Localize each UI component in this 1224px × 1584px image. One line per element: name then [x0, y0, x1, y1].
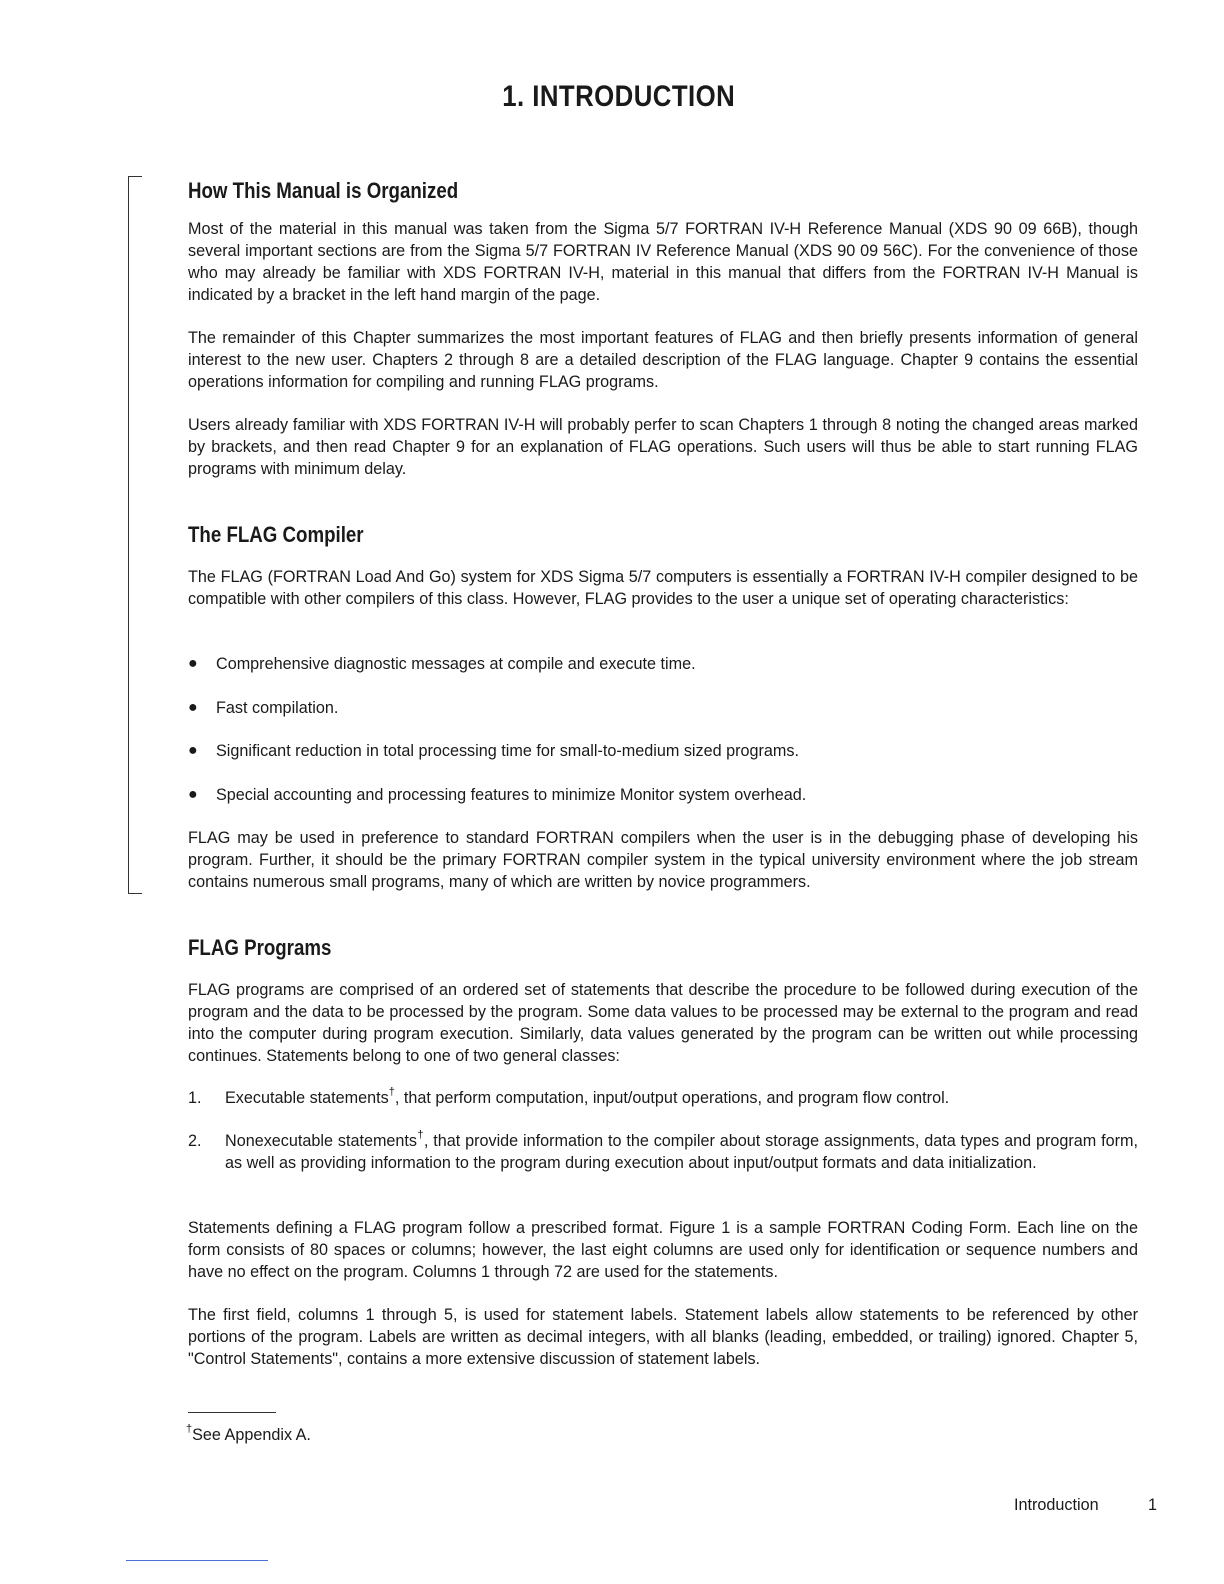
bullet-icon: ● — [188, 742, 198, 759]
paragraph: The first field, columns 1 through 5, is used for statement labels. Statement labels allow statements to be referenced by other portions of the program. Labels are written as decimal integers, with all blanks (leading, embedded, or trailing) ignored. Chapter 5, "Control Statements", contains a more extensive discussion of statement labels. — [188, 1306, 1138, 1368]
section-heading-organization: How This Manual is Organized — [188, 178, 459, 203]
footer-section-label: Introduction — [1014, 1496, 1099, 1514]
list-item-text: Special accounting and processing features to minimize Monitor system overhead. — [216, 786, 807, 804]
footnote-text: See Appendix A. — [192, 1426, 311, 1444]
paragraph: The FLAG (FORTRAN Load And Go) system for XDS Sigma 5/7 computers is essentially a FORTRAN IV-H compiler designed to be compatible with other compilers of this class. However, FLAG provides to the user a unique set of operating characteristics: — [188, 568, 1138, 608]
paragraph: FLAG may be used in preference to standard FORTRAN compilers when the user is in the debugging phase of developing his program. Further, it should be the primary FORTRAN compiler system in the typical university environment where the job stream contains numerous small programs, many of which are written by novice programmers. — [188, 829, 1138, 891]
paragraph: Users already familiar with XDS FORTRAN IV-H will probably perfer to scan Chapters 1 through 8 noting the changed areas marked by brackets, and then read Chapter 9 for an explanation of FLAG operations. Such users will thus be able to start running FLAG programs with minimum delay. — [188, 416, 1138, 478]
footnote-rule — [188, 1412, 276, 1413]
paragraph: FLAG programs are comprised of an ordered set of statements that describe the procedure to be followed during execution of the program and the data to be processed by the program. Some data values to be processed may be external to the program and read into the computer during program execution. Similarly, data values generated by the program can be written out while processing continues. Statements belong to one of two general classes: — [188, 981, 1138, 1065]
paragraph: Most of the material in this manual was taken from the Sigma 5/7 FORTRAN IV-H Reference Manual (XDS 90 09 66B), though several important sections are from the Sigma 5/7 FORTRAN IV Reference Manual (XDS 90 09 56C). For the convenience of those who may already be familiar with XDS FORTRAN IV-H, material in this manual that differs from the FORTRAN IV-H Manual is indicated by a bracket in the left hand margin of the page. — [188, 220, 1138, 304]
numbered-item — [188, 1130, 1138, 1196]
list-item-text: Fast compilation. — [216, 699, 339, 717]
item-number: 2. — [188, 1132, 202, 1150]
bullet-icon: ● — [188, 786, 198, 803]
list-item — [188, 740, 1138, 762]
section-heading-compiler: The FLAG Compiler — [188, 522, 364, 547]
dagger-mark: † — [186, 1423, 193, 1435]
paragraph: The remainder of this Chapter summarizes the most important features of FLAG and then briefly presents information of general interest to the new user. Chapters 2 through 8 are a detailed description of the FLAG language. Chapter 9 contains the essential operations information for compiling and running FLAG programs. — [188, 329, 1138, 391]
list-item — [188, 653, 1138, 675]
numbered-item — [188, 1087, 1138, 1109]
bullet-icon: ● — [188, 655, 198, 672]
item-text: Nonexecutable statements†, that provide information to the compiler about storage assignments, data types and program form, as well as providing information to the program during execution about input/output formats and data initialization. — [225, 1129, 1138, 1172]
section-heading-programs: FLAG Programs — [188, 935, 332, 960]
list-item-text: Comprehensive diagnostic messages at compile and execute time. — [216, 655, 696, 673]
list-item — [188, 784, 1138, 806]
chapter-title: 1. INTRODUCTION — [502, 80, 736, 113]
footnote — [186, 1424, 311, 1446]
item-number: 1. — [188, 1089, 202, 1107]
list-item-text: Significant reduction in total processing time for small-to-medium sized programs. — [216, 742, 799, 760]
scan-mark — [126, 1560, 268, 1561]
item-text: Executable statements†, that perform computation, input/output operations, and program flow control. — [225, 1086, 950, 1107]
paragraph: Statements defining a FLAG program follow a prescribed format. Figure 1 is a sample FORTRAN Coding Form. Each line on the form consists of 80 spaces or columns; however, the last eight columns are used only for identification or sequence numbers and have no effect on the program. Columns 1 through 72 are used for the statements. — [188, 1219, 1138, 1281]
bullet-icon: ● — [188, 699, 198, 716]
list-item — [188, 697, 1138, 719]
page-number: 1 — [1148, 1496, 1158, 1514]
change-bracket — [128, 176, 142, 894]
dagger-mark: † — [417, 1129, 424, 1141]
dagger-mark: † — [388, 1086, 395, 1098]
